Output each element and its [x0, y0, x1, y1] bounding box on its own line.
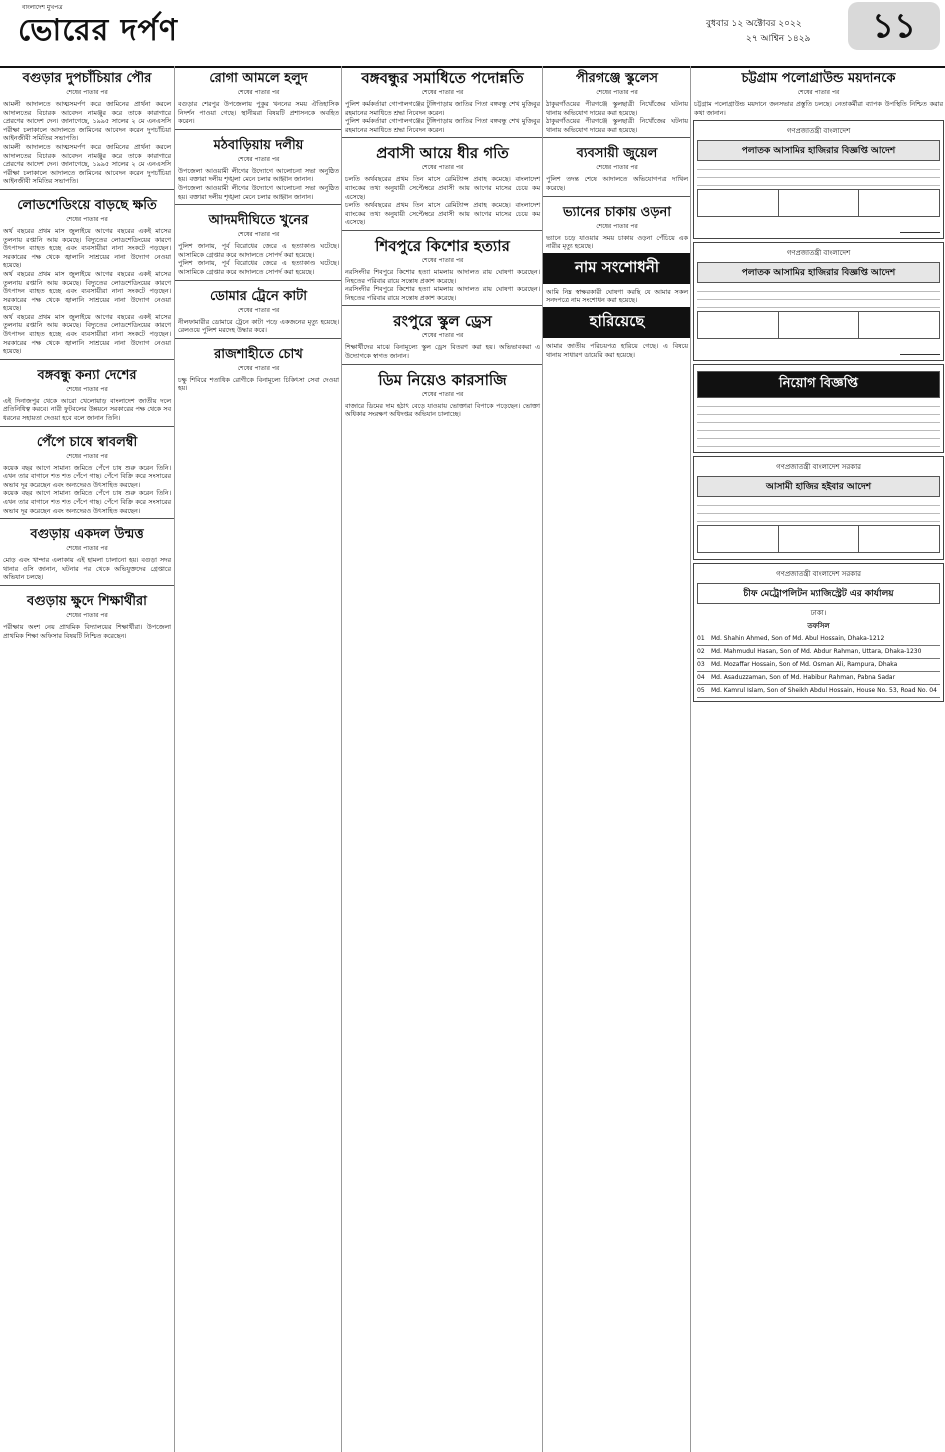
article-body: পুলিশ কর্মকর্তারা গোপালগঞ্জের টুঙ্গিপাড়ায় জাতির পিতা বঙ্গবন্ধু শেখ মুজিবুর রহমানের সমাধিতে শ্রদ্ধা নিবেদন করেন।	[345, 100, 540, 117]
list-item	[697, 659, 940, 672]
article-body: চলতি অর্থবছরের প্রথম তিন মাসে রেমিট্যান্স প্রবাহ কমেছে। বাংলাদেশ ব্যাংকের তথ্য অনুযায়ী সেপ্টেম্বরে প্রবাসী আয় আগের মাসের চেয়ে কম এসেছে।	[345, 175, 540, 201]
list-item	[697, 633, 940, 646]
notice-title: পলাতক আসামির হাজিরার বিজ্ঞপ্তি আদেশ	[697, 262, 940, 283]
article-body: পুলিশ তদন্ত শেষে আদালতে অভিযোগপত্র দাখিল করেছে।	[546, 175, 688, 192]
article	[342, 66, 543, 134]
logo-subtitle: বাংলাদেশ মুখপত্র	[22, 4, 63, 11]
continued-label: শেষের পাতার পর	[237, 306, 280, 314]
headline: ভ্যানের চাকায় ওড়না	[562, 204, 672, 220]
continued-label: শেষের পাতার পর	[66, 452, 108, 460]
item-number: 05	[697, 687, 705, 695]
article-body: শিক্ষার্থীদের মাঝে বিনামূল্যে স্কুল ড্রেস বিতরণ করা হয়। অভিভাবকরা এ উদ্যোগকে স্বাগত জানান।	[345, 343, 540, 360]
article	[175, 284, 342, 335]
article-body: কয়েক বছর আগে সামান্য জমিতে পেঁপে চাষ শুরু করেন তিনি। এখন তার বাগানে শত শত পেঁপে গাছ। পেঁপে বিক্রি করে সংসারের অভাব দূর করেছেন এবং অন্যদেরও উৎসাহিত করছেন।	[3, 489, 171, 515]
continued-label: শেষের পাতার পর	[797, 89, 840, 96]
headline: রংপুরে স্কুল ড্রেস	[393, 312, 492, 331]
notice-table	[697, 311, 940, 339]
column-4	[542, 66, 691, 1452]
notice-body-lines	[697, 401, 940, 447]
list-item	[697, 672, 940, 685]
continued-label: শেষের পাতার পর	[421, 89, 464, 96]
article-body: আমি নিম্ন স্বাক্ষরকারী ঘোষণা করছি যে আমার সকল সনদপত্রে নাম সংশোধন করা হয়েছে।	[546, 287, 688, 305]
item-text: Md. Shahin Ahmed, Son of Md. Abul Hossain, Dhaka-1212	[711, 635, 885, 643]
article-body: বাজারে ডিমের দাম হঠাৎ বেড়ে যাওয়ায় ভোক্তারা বিপাকে পড়েছেন। ভোক্তা অধিকার সংরক্ষণ অধিদপ্তর অভিযান চালাচ্ছে।	[345, 401, 540, 419]
continued-label: শেষের পাতার পর	[66, 611, 108, 619]
continued-label: শেষের পাতার পর	[66, 545, 108, 553]
headline: আদমদীঘিতে খুনের	[208, 213, 309, 229]
newspaper-logo: ভোরের দর্পণ	[18, 13, 178, 48]
notice-title: নিয়োগ বিজ্ঞপ্তি	[697, 371, 940, 398]
column-2	[174, 66, 342, 1452]
notice-header: গণপ্রজাতন্ত্রী বাংলাদেশ	[786, 249, 851, 258]
notice-city: ঢাকা।	[810, 609, 827, 618]
continued-label: শেষের পাতার পর	[66, 89, 108, 96]
signature	[697, 220, 940, 235]
list-item	[697, 685, 940, 698]
article	[0, 522, 174, 582]
article-body: চক্ষু শিবিরে শতাধিক রোগীকে বিনামূল্যে চিকিৎসা সেবা দেওয়া হয়।	[178, 375, 339, 393]
name-correction-heading: নাম সংশোধনী	[543, 253, 691, 284]
headline: ডিম নিয়েও কারসাজি	[378, 370, 507, 389]
article-body: পুলিশ জানায়, পূর্ব বিরোধের জেরে এ হত্যাকাণ্ড ঘটেছে। আসামিকে গ্রেপ্তার করে আদালতে সোপর্দ করা হয়েছে।	[178, 259, 339, 276]
date-line-bengali: ২৭ আশ্বিন ১৪২৯	[746, 34, 811, 44]
article-body: অর্থ বছরের প্রথম মাস জুলাইয়ে আগের বছরের একই মাসের তুলনায় রপ্তানি আয় কমেছে। বিদ্যুতের লোডশেডিংয়ের কারণে উৎপাদন ব্যাহত হচ্ছে এবং ব্যবসায়ীরা নানা সংকটে পড়ছেন। সরকারের পক্ষ থেকে জ্বালানি সাশ্রয়ের নানা উদ্যোগ নেওয়া হয়েছে।	[3, 312, 171, 356]
headline: পীরগঞ্জে স্কুলেস	[576, 71, 658, 86]
article-body: এই দিনাজপুর থেকে আরো খেলোয়াড় বাংলাদেশ জাতীয় দলে প্রতিনিধিত্ব করবে। নারী ফুটবলের উন্নয়নে সরকারের পক্ষ থেকে সব ধরনের সহায়তা দেওয়া হবে বলে জানান তিনি।	[3, 396, 171, 423]
headline: রোগা আমলে হলুদ	[209, 71, 308, 86]
continued-label: শেষের পাতার পর	[421, 164, 464, 172]
article-body: চলতি অর্থবছরের প্রথম তিন মাসে রেমিট্যান্স প্রবাহ কমেছে। বাংলাদেশ ব্যাংকের তথ্য অনুযায়ী সেপ্টেম্বরে প্রবাসী আয় আগের মাসের চেয়ে কম এসেছে।	[345, 201, 540, 227]
article-body: পরীক্ষায় অংশ নেয় প্রাথমিক বিদ্যালয়ের শিক্ষার্থীরা। উপজেলা প্রাথমিক শিক্ষা অফিসার বিষয়টি নিশ্চিত করেছেন।	[3, 622, 171, 640]
article	[342, 141, 543, 227]
column-5	[690, 66, 945, 1452]
continued-label: শেষের পাতার পর	[237, 155, 280, 163]
notice-header: গণপ্রজাতন্ত্রী বাংলাদেশ	[786, 127, 851, 136]
article-body: নীলফামারীর ডোমারে ট্রেনে কাটা পড়ে একজনের মৃত্যু হয়েছে। রেলওয়ে পুলিশ মরদেহ উদ্ধার করে।	[178, 317, 339, 335]
headline: বগুড়ার দুপচাঁচিয়ার পৌর	[22, 71, 152, 86]
article-body: অর্থ বছরের প্রথম মাস জুলাইয়ে আগের বছরের একই মাসের তুলনায় রপ্তানি আয় কমেছে। বিদ্যুতের লোডশেডিংয়ের কারণে উৎপাদন ব্যাহত হচ্ছে এবং ব্যবসায়ীরা নানা সংকটে পড়ছেন। সরকারের পক্ষ থেকে জ্বালানি সাশ্রয়ের নানা উদ্যোগ নেওয়া হয়েছে।	[3, 226, 171, 270]
headline: মঠবাড়িয়ায় দলীয়	[213, 137, 304, 153]
item-text: Md. Asaduzzaman, Son of Md. Habibur Rahman, Pabna Sadar	[711, 674, 896, 682]
article-body: বগুড়ার শেরপুর উপজেলায় পুকুর খননের সময় ঐতিহাসিক নিদর্শন পাওয়া গেছে। স্থানীয়রা বিষয়টি প্রশাসনকে অবহিত করেন।	[178, 100, 339, 126]
article-body: ঠাকুরগাঁওয়ের পীরগঞ্জে স্কুলছাত্রী নিখোঁজের ঘটনায় থানায় অভিযোগ দায়ের করা হয়েছে।	[546, 100, 688, 117]
recruitment-notice	[693, 364, 944, 453]
headline: বগুড়ায় ক্ষুদে শিক্ষার্থীরা	[27, 593, 147, 609]
accused-list	[697, 633, 940, 698]
article-body: মোড় এবং খান্দার এলাকায় এই হামলা চালানো হয়। বগুড়া সদর থানার ওসি জানান, ঘটনার পর থেকে অভিযুক্তদের গ্রেপ্তারে অভিযান চলছে।	[3, 556, 171, 582]
date-line: বুধবার ১২ অক্টোবর ২০২২	[706, 19, 802, 29]
notice-header: গণপ্রজাতন্ত্রী বাংলাদেশ সরকার	[776, 463, 861, 472]
headline: চট্টগ্রাম পলোগ্রাউন্ড ময়দানকে	[741, 71, 896, 86]
notice-title: চীফ মেট্রোপলিটন ম্যাজিস্ট্রেট এর কার্যালয়	[697, 583, 940, 604]
notice-body-lines	[697, 164, 940, 186]
continued-label: শেষের পাতার পর	[66, 215, 108, 223]
notice-table-title: তফসিল	[807, 622, 830, 631]
article	[175, 342, 342, 393]
court-notice-3	[693, 456, 944, 560]
item-number: 01	[697, 635, 705, 643]
article	[342, 234, 543, 302]
continued-label: শেষের পাতার পর	[596, 164, 638, 172]
notice-title: আসামী হাজির হইবার আদেশ	[697, 476, 940, 497]
column-3	[341, 66, 543, 1452]
continued-label: শেষের পাতার পর	[596, 89, 638, 96]
article-body: পুলিশ কর্মকর্তারা গোপালগঞ্জের টুঙ্গিপাড়ায় জাতির পিতা বঙ্গবন্ধু শেখ মুজিবুর রহমানের সমাধিতে শ্রদ্ধা নিবেদন করেন।	[345, 117, 540, 134]
article-body: চট্টগ্রাম পলোগ্রাউন্ড ময়দানে জনসভার প্রস্তুতি চলছে। নেতাকর্মীরা ব্যাপক উপস্থিতি নিশ্চিত করার কথা জানান।	[694, 100, 943, 117]
list-item	[697, 646, 940, 659]
headline: ব্যবসায়ী জুয়েল	[576, 146, 658, 162]
headline: রাজশাহীতে চোখ	[214, 346, 303, 362]
continued-label: শেষের পাতার পর	[421, 390, 464, 398]
article-body: নরসিংদীর শিবপুরে কিশোর হত্যা মামলায় আদালত রায় ঘোষণা করেছেন। নিহতের পরিবার রায়ে সন্তোষ প্রকাশ করেছে।	[345, 285, 540, 302]
article	[0, 66, 174, 186]
continued-label: শেষের পাতার পর	[237, 231, 280, 239]
item-text: Md. Mahmudul Hasan, Son of Md. Abdur Rahman, Uttara, Dhaka-1230	[711, 648, 922, 656]
article-body: আমলী আদালতে আত্মসমর্পণ করে জামিনের প্রার্থনা করলে আদালতের বিচারক আবেদন নামঞ্জুর করে তাকে কারাগারে প্রেরণের আদেশ দেন। জানাগেছে, ১৯৯৫ সালের ২ মে এনএসসি পরীক্ষা চলাকালে আদালতে জামিনের আবেদন করেন দুপচাঁচিয়া আইনজীবী সমিতির সভাপতি।	[3, 100, 171, 143]
article	[342, 368, 543, 419]
article	[543, 141, 691, 192]
continued-label: শেষের পাতার পর	[596, 222, 638, 230]
column-1	[0, 66, 174, 1452]
article	[543, 340, 691, 359]
article	[691, 66, 945, 117]
lost-heading: হারিয়েছে	[543, 307, 691, 338]
item-text: Md. Kamrul Islam, Son of Sheikh Abdul Hossain, House No. 53, Road No. 04	[711, 687, 937, 695]
continued-label: শেষের পাতার পর	[237, 89, 280, 96]
notice-body-lines	[697, 286, 940, 308]
court-notice-4	[693, 563, 944, 702]
article	[0, 193, 174, 356]
court-notice-1	[693, 120, 944, 239]
article	[0, 589, 174, 640]
headline: লোডশেডিংয়ে বাড়ছে ক্ষতি	[17, 197, 157, 213]
article-body: আমার জাতীয় পরিচয়পত্র হারিয়ে গেছে। এ বিষয়ে থানায় সাধারণ ডায়েরি করা হয়েছে।	[546, 341, 688, 359]
court-notice-2	[693, 242, 944, 361]
continued-label: শেষের পাতার পর	[421, 256, 464, 264]
article-body: কয়েক বছর আগে সামান্য জমিতে পেঁপে চাষ শুরু করেন তিনি। এখন তার বাগানে শত শত পেঁপে গাছ। পেঁপে বিক্রি করে সংসারের অভাব দূর করেছেন এবং অন্যদেরও উৎসাহিত করছেন।	[3, 463, 171, 489]
article	[0, 430, 174, 516]
article	[175, 133, 342, 201]
item-text: Md. Mozaffar Hossain, Son of Md. Osman Ali, Rampura, Dhaka	[711, 661, 898, 669]
notice-body-lines	[697, 500, 940, 522]
item-number: 03	[697, 661, 705, 669]
article-body: অর্থ বছরের প্রথম মাস জুলাইয়ে আগের বছরের একই মাসের তুলনায় রপ্তানি আয় কমেছে। বিদ্যুতের লোডশেডিংয়ের কারণে উৎপাদন ব্যাহত হচ্ছে এবং ব্যবসায়ীরা নানা সংকটে পড়ছেন। সরকারের পক্ষ থেকে জ্বালানি সাশ্রয়ের নানা উদ্যোগ নেওয়া হয়েছে।	[3, 269, 171, 313]
notice-title: পলাতক আসামির হাজিরার বিজ্ঞপ্তি আদেশ	[697, 140, 940, 161]
continued-label: শেষের পাতার পর	[421, 332, 464, 340]
headline: শিবপুরে কিশোর হত্যার	[375, 236, 510, 255]
masthead	[0, 0, 945, 68]
article	[175, 66, 342, 126]
article	[342, 309, 543, 360]
article-body: পুলিশ জানায়, পূর্ব বিরোধের জেরে এ হত্যাকাণ্ড ঘটেছে। আসামিকে গ্রেপ্তার করে আদালতে সোপর্দ করা হয়েছে।	[178, 242, 339, 259]
headline: বগুড়ায় একদল উন্মত্ত	[30, 527, 144, 543]
notice-header: গণপ্রজাতন্ত্রী বাংলাদেশ সরকার	[776, 570, 861, 579]
signature	[697, 342, 940, 357]
headline: ডোমার ট্রেনে কাটা	[209, 288, 307, 304]
headline: বঙ্গবন্ধুর সমাধিতে পদোন্নতি	[361, 69, 524, 87]
article	[543, 200, 691, 251]
article-body: ভ্যানে চড়ে যাওয়ার সময় চাকায় ওড়না পেঁচিয়ে এক নারীর মৃত্যু হয়েছে।	[546, 233, 688, 251]
continued-label: শেষের পাতার পর	[237, 364, 280, 372]
notice-table	[697, 525, 940, 553]
article	[175, 208, 342, 276]
article	[0, 363, 174, 423]
article	[543, 286, 691, 305]
article	[543, 66, 691, 134]
item-number: 04	[697, 674, 705, 682]
article-body: নরসিংদীর শিবপুরে কিশোর হত্যা মামলায় আদালত রায় ঘোষণা করেছেন। নিহতের পরিবার রায়ে সন্তোষ প্রকাশ করেছে।	[345, 267, 540, 285]
article-body: আমলী আদালতে আত্মসমর্পণ করে জামিনের প্রার্থনা করলে আদালতের বিচারক আবেদন নামঞ্জুর করে তাকে কারাগারে প্রেরণের আদেশ দেন। জানাগেছে, ১৯৯৫ সালের ২ মে এনএসসি পরীক্ষা চলাকালে আদালতে জামিনের আবেদন করেন দুপচাঁচিয়া আইনজীবী সমিতির সভাপতি।	[3, 142, 171, 186]
headline: বঙ্গবন্ধু কন্যা দেশের	[37, 367, 137, 383]
page-number: ১১	[848, 2, 940, 50]
article-body: উপজেলা আওয়ামী লীগের উদ্যোগে আলোচনা সভা অনুষ্ঠিত হয়। বক্তারা দলীয় শৃঙ্খলা মেনে চলার আহ্বান জানান।	[178, 166, 339, 184]
continued-label: শেষের পাতার পর	[66, 385, 108, 393]
article-body: উপজেলা আওয়ামী লীগের উদ্যোগে আলোচনা সভা অনুষ্ঠিত হয়। বক্তারা দলীয় শৃঙ্খলা মেনে চলার আহ্বান জানান।	[178, 183, 339, 201]
notice-table	[697, 189, 940, 217]
article-body: ঠাকুরগাঁওয়ের পীরগঞ্জে স্কুলছাত্রী নিখোঁজের ঘটনায় থানায় অভিযোগ দায়ের করা হয়েছে।	[546, 117, 688, 134]
item-number: 02	[697, 648, 705, 656]
headline: পেঁপে চাষে স্বাবলম্বী	[36, 434, 138, 450]
headline: প্রবাসী আয়ে ধীর গতি	[376, 144, 509, 163]
